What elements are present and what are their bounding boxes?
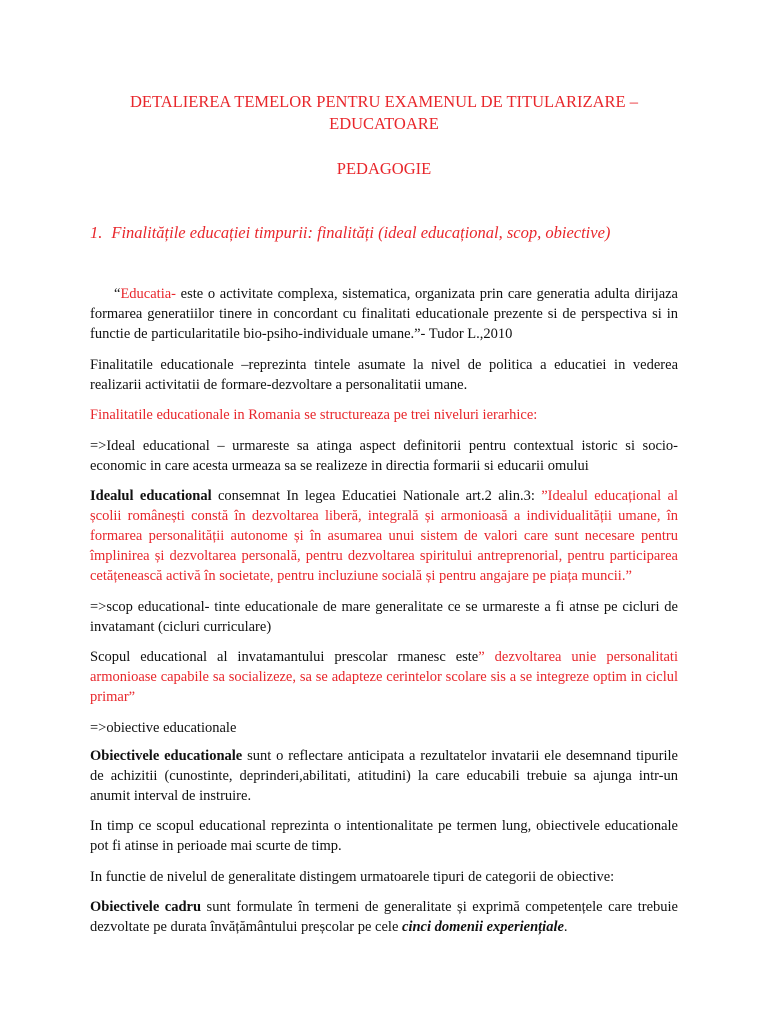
bold-term: Obiectivele educationale — [90, 747, 243, 764]
bold-term: Idealul educational — [90, 488, 212, 504]
paragraph-text: sunt o reflectare anticipata a rezultatelor invatarii ele desemnand tipurile de achizitii (cunostinte, deprinderi,abilitati, atitudini) la care educabili trebuie sa ajunga intr-un anumit interval de instruire. — [90, 747, 678, 804]
paragraph-obiectivele-educationale — [90, 746, 678, 806]
document-subtitle: PEDAGOGIE — [336, 159, 432, 178]
paragraph-termen-lung: In timp ce scopul educational reprezinta o intentionalitate pe termen lung, obiectivele educationale pot fi atinse in perioade mai scurte de timp. — [90, 818, 678, 854]
paragraph-tipuri-obiective: In functie de nivelul de generalitate distingem urmatoarele tipuri de categorii de obiective: — [90, 868, 615, 885]
quoted-law-text: ”Idealul educațional al școlii românești constă în dezvoltarea liberă, integrală și armonioasă a individualității umane, în formarea personalității autonome și în asumarea unui sistem de valori care sunt necesare pentru împlinirea și dezvoltarea personală, pentru dezvoltarea spiritului antreprenorial, pentru participarea cetățenească activă în societate, pentru incluziune socială și pentru angajare pe piața muncii.” — [90, 488, 678, 584]
quote-mark: “ — [114, 286, 121, 302]
paragraph-ideal: =>Ideal educational – urmareste sa atinga aspect definitorii pentru contextual istoric si socio-economic in care acesta urmeaza sa se realizeze in directia formarii si educarii omului — [90, 437, 678, 474]
paragraph-obiective: =>obiective educationale — [90, 719, 237, 736]
title-line-2: EDUCATOARE — [329, 114, 439, 133]
paragraph-finalitati: Finalitatile educationale –reprezinta tintele asumate la nivel de politica a educatiei in vederea realizarii activitatii de formare-dezvoltare a personalitatii umane. — [90, 356, 678, 393]
highlight-educatia: Educatia- — [120, 286, 176, 302]
bold-italic-term: cinci domenii experiențiale — [402, 919, 564, 935]
section-heading-text: Finalitățile educației timpurii: finalități (ideal educațional, scop, obiective) — [111, 223, 611, 242]
document-title — [90, 0, 678, 135]
paragraph-text: consemnat In legea Educatiei Nationale art.2 alin.3: — [211, 488, 542, 504]
bold-term: Obiectivele cadru — [90, 899, 202, 915]
paragraph-obiectivele-cadru — [90, 897, 678, 937]
section-heading — [90, 179, 678, 243]
paragraph-text: este o activitate complexa, sistematica, organizata prin care generatia adulta dirijaza formarea generatiilor tinere in concordant cu finalitati educationale prezente si de perspectiva si in functie de particularitatile bio-psiho-individuale umane.”- Tudor L.,2010 — [90, 286, 678, 342]
paragraph-scop: =>scop educational- tinte educationale de mare generalitate ce se urmareste a fi atnse pe cicluri de invatamant (cicluri curriculare) — [90, 598, 678, 635]
quoted-scope-text: ” dezvoltarea unie personalitati armonioase capabile sa socializeze, sa se adapteze cerintelor scolare sis a se integreze optim in ciclul primar” — [90, 649, 678, 705]
paragraph-idealul-educational — [90, 486, 678, 586]
paragraph-niveluri: Finalitatile educationale in Romania se structureaza pe trei niveluri ierarhice: — [90, 407, 538, 423]
paragraph-education-definition — [90, 284, 678, 344]
section-number: 1. — [90, 223, 103, 242]
paragraph-text: sunt formulate în termeni de generalitate și exprimă competențele care trebuie dezvoltate pe durata învățământului preșcolar pe cele — [90, 899, 678, 935]
paragraph-text: Scopul educational al invatamantului prescolar rmanesc este — [90, 649, 479, 665]
paragraph-end: . — [563, 919, 568, 935]
document-body — [90, 284, 678, 937]
title-line-1: DETALIEREA TEMELOR PENTRU EXAMENUL DE TITULARIZARE – — [130, 92, 638, 111]
paragraph-scopul-prescolar — [90, 647, 678, 707]
